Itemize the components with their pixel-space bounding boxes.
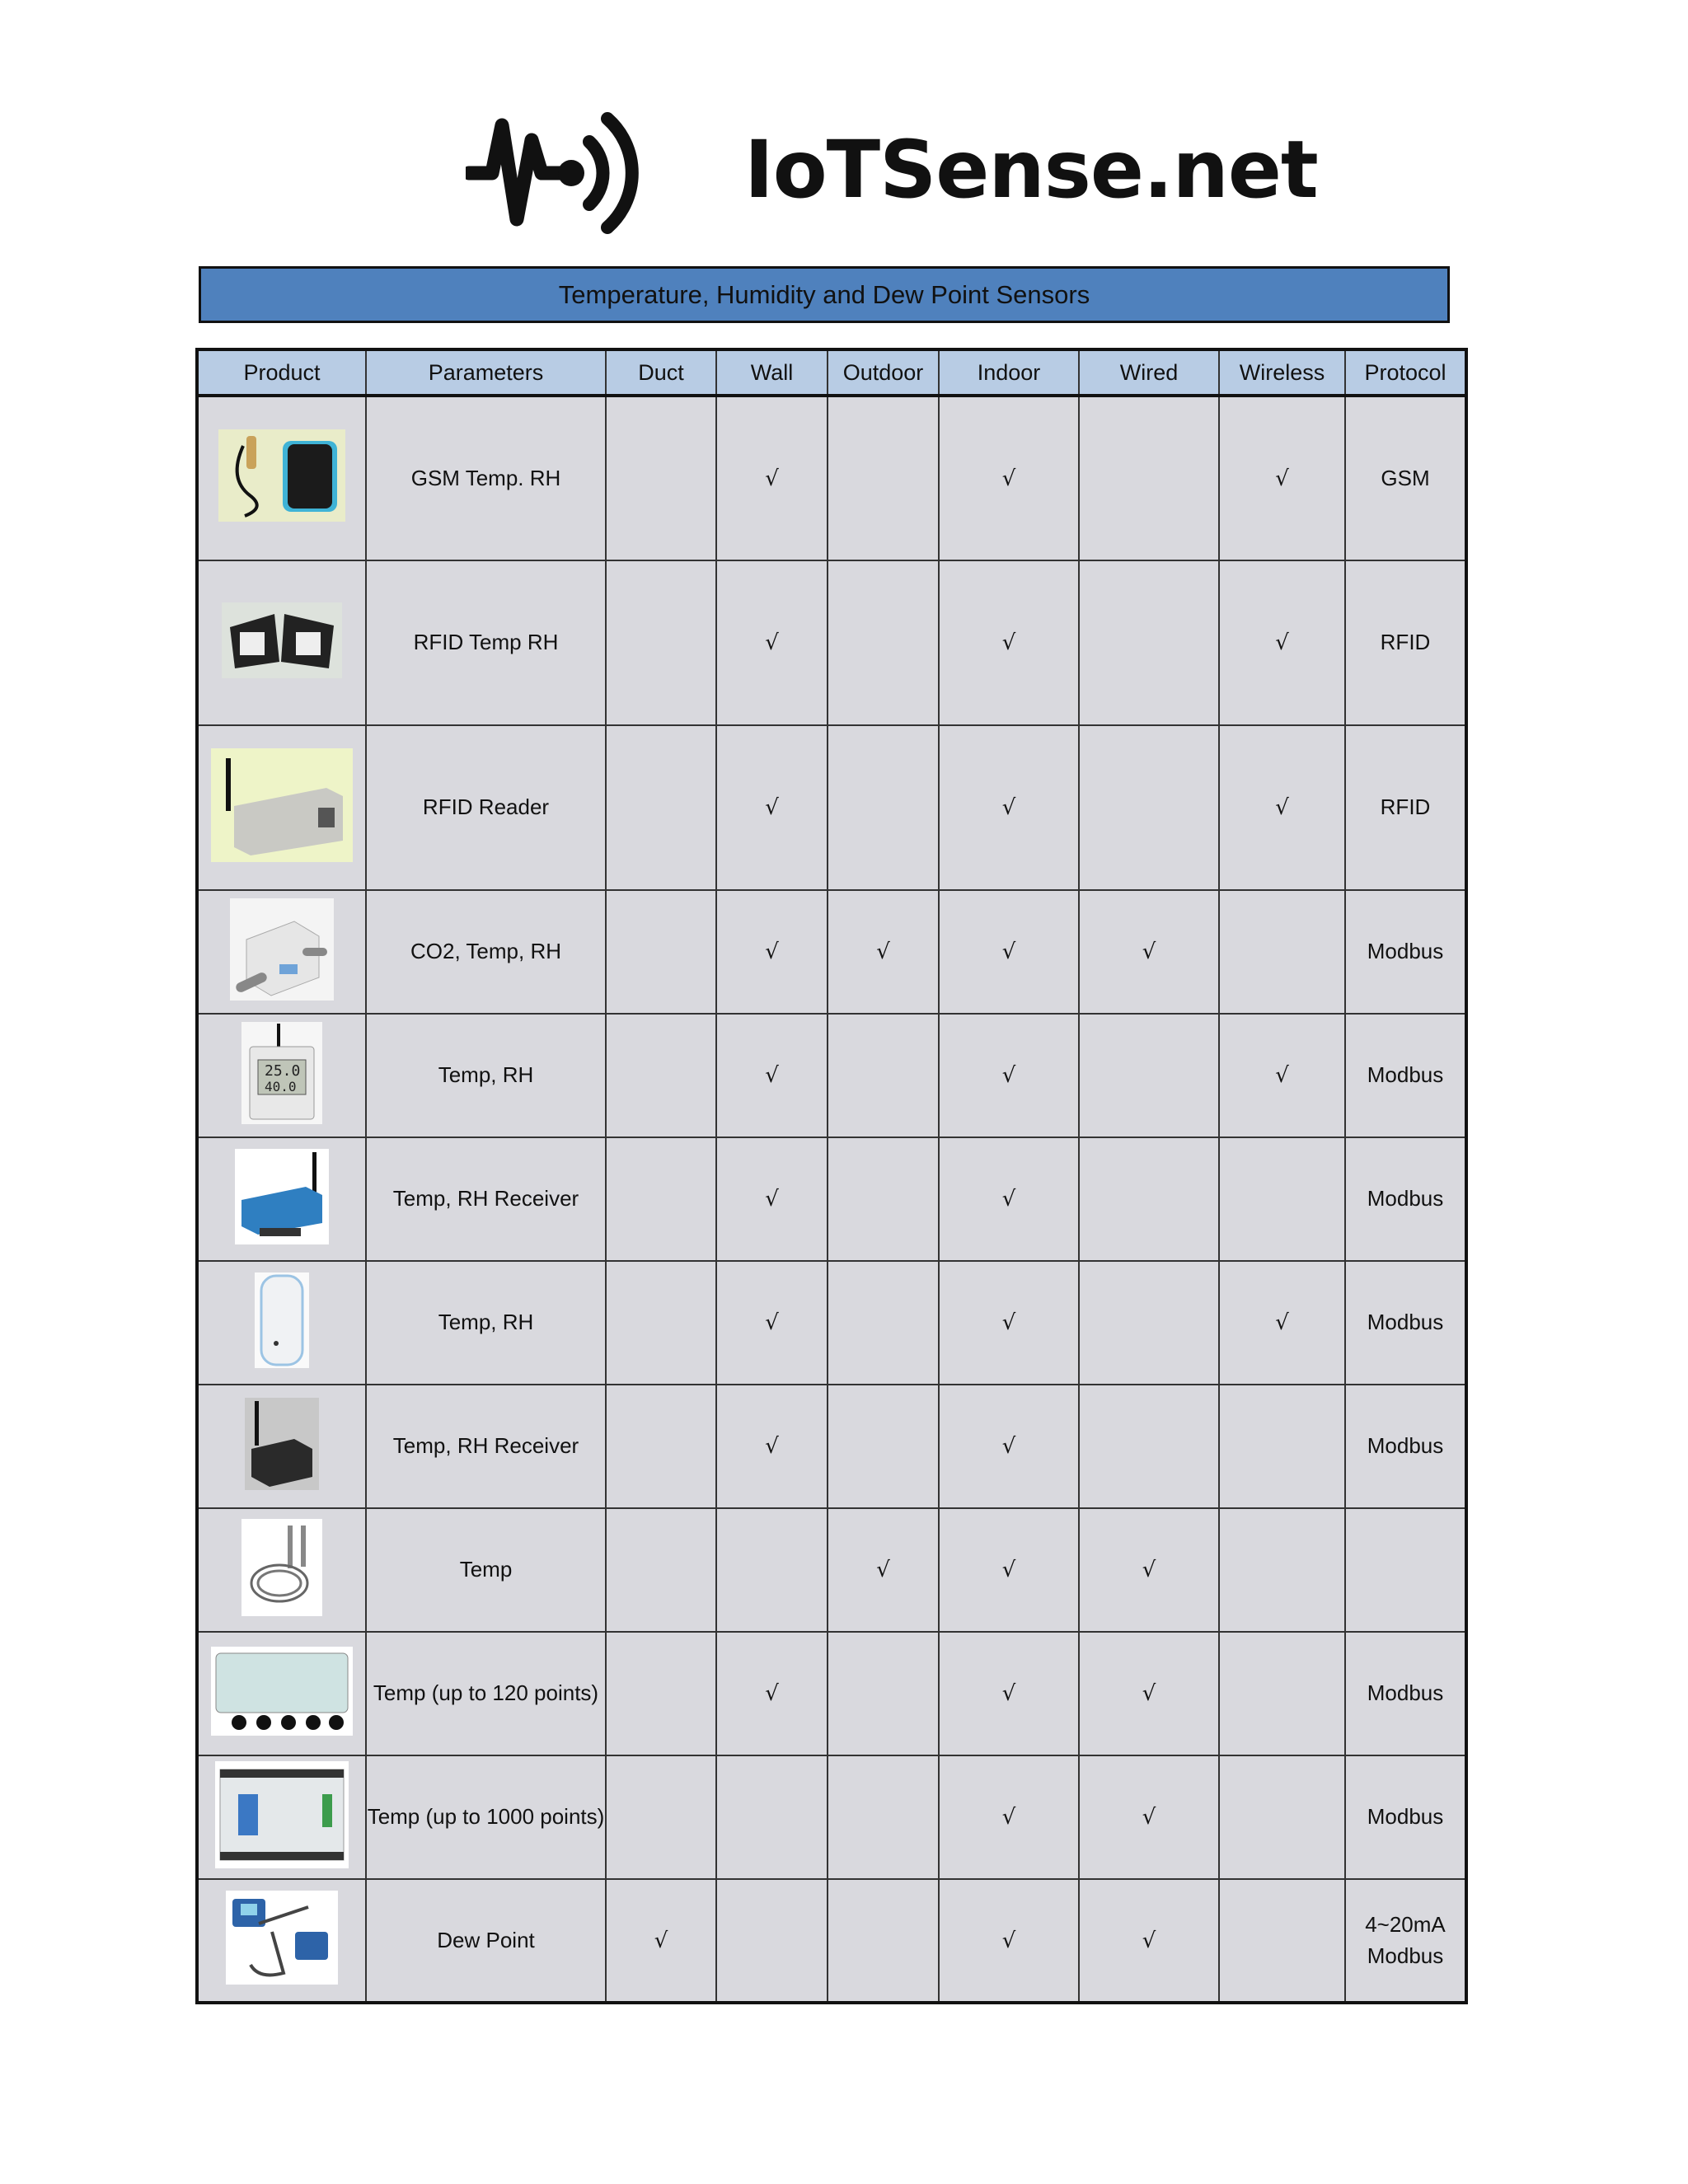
- col-header-product: Product: [197, 349, 366, 396]
- co2-sensor-box-icon: [199, 898, 365, 1006]
- duct-cell: [606, 1755, 716, 1879]
- duct-cell: [606, 396, 716, 560]
- outdoor-cell: √: [828, 1508, 939, 1632]
- protocol-cell: Modbus: [1345, 1385, 1466, 1508]
- outdoor-cell: [828, 1385, 939, 1508]
- wired-cell: [1079, 396, 1219, 560]
- wired-cell: [1079, 725, 1219, 890]
- indoor-cell: √: [939, 725, 1079, 890]
- protocol-cell: Modbus: [1345, 1137, 1466, 1261]
- duct-cell: [606, 560, 716, 725]
- table-row: [197, 1014, 1466, 1137]
- outdoor-cell: [828, 1755, 939, 1879]
- col-header-outdoor: Outdoor: [828, 349, 939, 396]
- temp-probe-cable-icon: [199, 1519, 365, 1622]
- table-row: [197, 1137, 1466, 1261]
- product-image-cell: [197, 890, 366, 1014]
- duct-cell: [606, 1137, 716, 1261]
- duct-cell: [606, 725, 716, 890]
- table-row: [197, 560, 1466, 725]
- wired-cell: √: [1079, 1879, 1219, 2003]
- parameters-cell: Temp (up to 120 points): [366, 1632, 606, 1755]
- protocol-cell: GSM: [1345, 396, 1466, 560]
- indoor-cell: √: [939, 1137, 1079, 1261]
- outdoor-cell: [828, 1137, 939, 1261]
- duct-cell: [606, 1508, 716, 1632]
- duct-cell: [606, 1385, 716, 1508]
- indoor-cell: √: [939, 1879, 1079, 2003]
- lcd-display-sensor-icon: [199, 1022, 365, 1130]
- table-row: [197, 725, 1466, 890]
- col-header-indoor: Indoor: [939, 349, 1079, 396]
- rfid-reader-icon: [199, 748, 365, 868]
- indoor-cell: √: [939, 890, 1079, 1014]
- indoor-cell: √: [939, 396, 1079, 560]
- wall-cell: [716, 1508, 828, 1632]
- wireless-cell: √: [1219, 560, 1345, 725]
- wired-cell: √: [1079, 1632, 1219, 1755]
- table-row: [197, 890, 1466, 1014]
- table-row: [197, 1632, 1466, 1755]
- product-image-cell: [197, 725, 366, 890]
- wireless-cell: √: [1219, 725, 1345, 890]
- outdoor-cell: [828, 396, 939, 560]
- col-header-wall: Wall: [716, 349, 828, 396]
- wired-cell: [1079, 1261, 1219, 1385]
- table-row: [197, 396, 1466, 560]
- indoor-cell: √: [939, 1755, 1079, 1879]
- duct-cell: [606, 1261, 716, 1385]
- wireless-cell: √: [1219, 396, 1345, 560]
- brand-name: IoTSense.net: [744, 124, 1318, 216]
- wall-cell: √: [716, 396, 828, 560]
- wireless-cell: √: [1219, 1261, 1345, 1385]
- outdoor-cell: [828, 725, 939, 890]
- table-row: [197, 1508, 1466, 1632]
- protocol-cell: RFID: [1345, 725, 1466, 890]
- protocol-cell: 4~20mA Modbus: [1345, 1879, 1466, 2003]
- outdoor-cell: [828, 1014, 939, 1137]
- parameters-cell: CO2, Temp, RH: [366, 890, 606, 1014]
- protocol-cell: Modbus: [1345, 1755, 1466, 1879]
- wired-cell: [1079, 560, 1219, 725]
- parameters-cell: Temp, RH Receiver: [366, 1137, 606, 1261]
- gsm-sensor-icon: [199, 429, 365, 527]
- indoor-cell: √: [939, 1508, 1079, 1632]
- wall-cell: √: [716, 1014, 828, 1137]
- product-image-cell: [197, 1014, 366, 1137]
- wired-cell: [1079, 1137, 1219, 1261]
- outdoor-cell: [828, 560, 939, 725]
- table-row: [197, 1261, 1466, 1385]
- duct-cell: [606, 890, 716, 1014]
- indoor-cell: √: [939, 560, 1079, 725]
- duct-cell: [606, 1014, 716, 1137]
- outdoor-cell: [828, 1879, 939, 2003]
- product-image-cell: [197, 1508, 366, 1632]
- wireless-cell: [1219, 1879, 1345, 2003]
- wired-cell: √: [1079, 1508, 1219, 1632]
- col-header-wireless: Wireless: [1219, 349, 1345, 396]
- wireless-cell: [1219, 1385, 1345, 1508]
- indoor-cell: √: [939, 1385, 1079, 1508]
- product-image-cell: [197, 1261, 366, 1385]
- wired-cell: [1079, 1014, 1219, 1137]
- wall-cell: √: [716, 725, 828, 890]
- sensor-table: [195, 348, 1468, 2004]
- parameters-cell: Temp: [366, 1508, 606, 1632]
- table-row: [197, 1385, 1466, 1508]
- parameters-cell: GSM Temp. RH: [366, 396, 606, 560]
- product-image-cell: [197, 1632, 366, 1755]
- col-header-parameters: Parameters: [366, 349, 606, 396]
- parameters-cell: Dew Point: [366, 1879, 606, 2003]
- wired-cell: √: [1079, 1755, 1219, 1879]
- protocol-cell: Modbus: [1345, 1014, 1466, 1137]
- wired-cell: [1079, 1385, 1219, 1508]
- protocol-cell: Modbus: [1345, 1261, 1466, 1385]
- svg-text:40.0: 40.0: [265, 1078, 297, 1094]
- protocol-cell: RFID: [1345, 560, 1466, 725]
- wall-cell: √: [716, 1385, 828, 1508]
- wall-cell: [716, 1879, 828, 2003]
- parameters-cell: Temp, RH: [366, 1261, 606, 1385]
- svg-text:25.0: 25.0: [265, 1062, 301, 1080]
- outdoor-cell: [828, 1632, 939, 1755]
- protocol-cell: [1345, 1508, 1466, 1632]
- parameters-cell: Temp, RH Receiver: [366, 1385, 606, 1508]
- table-row: [197, 1879, 1466, 2003]
- wall-cell: √: [716, 560, 828, 725]
- parameters-cell: RFID Temp RH: [366, 560, 606, 725]
- outdoor-cell: [828, 1261, 939, 1385]
- table-row: [197, 1755, 1466, 1879]
- blue-receiver-icon: [199, 1149, 365, 1250]
- protocol-cell: Modbus: [1345, 1632, 1466, 1755]
- controller-module-icon: [199, 1761, 365, 1874]
- col-header-wired: Wired: [1079, 349, 1219, 396]
- duct-cell: √: [606, 1879, 716, 2003]
- junction-box-icon: [199, 1647, 365, 1741]
- indoor-cell: √: [939, 1014, 1079, 1137]
- protocol-cell: Modbus: [1345, 890, 1466, 1014]
- wall-cell: [716, 1755, 828, 1879]
- duct-cell: [606, 1632, 716, 1755]
- product-image-cell: [197, 1137, 366, 1261]
- col-header-duct: Duct: [606, 349, 716, 396]
- signal-wave-logo-icon: [466, 107, 663, 239]
- parameters-cell: RFID Reader: [366, 725, 606, 890]
- product-image-cell: [197, 1755, 366, 1879]
- wired-cell: √: [1079, 890, 1219, 1014]
- wireless-cell: [1219, 890, 1345, 1014]
- col-header-protocol: Protocol: [1345, 349, 1466, 396]
- black-receiver-icon: [199, 1398, 365, 1496]
- wireless-cell: √: [1219, 1014, 1345, 1137]
- wireless-cell: [1219, 1755, 1345, 1879]
- wall-cell: √: [716, 890, 828, 1014]
- indoor-cell: √: [939, 1261, 1079, 1385]
- wireless-cell: [1219, 1137, 1345, 1261]
- product-image-cell: [197, 560, 366, 725]
- wireless-cell: [1219, 1508, 1345, 1632]
- wall-cell: √: [716, 1632, 828, 1755]
- indoor-cell: √: [939, 1632, 1079, 1755]
- header-row: [197, 349, 1466, 396]
- white-wall-sensor-icon: [199, 1272, 365, 1374]
- wall-cell: √: [716, 1137, 828, 1261]
- parameters-cell: Temp (up to 1000 points): [366, 1755, 606, 1879]
- product-image-cell: [197, 396, 366, 560]
- product-image-cell: [197, 1879, 366, 2003]
- parameters-cell: Temp, RH: [366, 1014, 606, 1137]
- wall-cell: √: [716, 1261, 828, 1385]
- sheet-title: Temperature, Humidity and Dew Point Sensors: [199, 266, 1450, 323]
- wireless-cell: [1219, 1632, 1345, 1755]
- brand-logo: [466, 107, 1318, 239]
- outdoor-cell: √: [828, 890, 939, 1014]
- dew-point-transmitter-icon: [199, 1891, 365, 1990]
- rfid-tag-icon: [199, 602, 365, 684]
- product-image-cell: [197, 1385, 366, 1508]
